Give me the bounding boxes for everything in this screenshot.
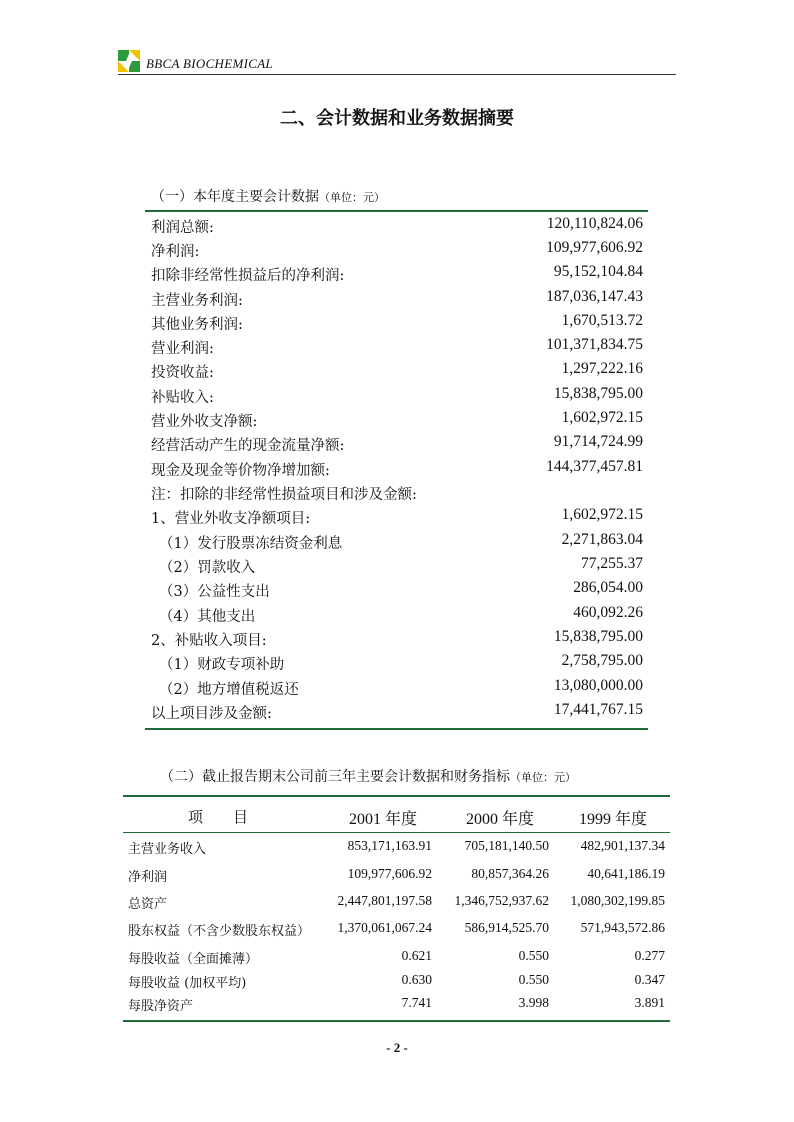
row-value: 1,602,972.15 bbox=[561, 409, 643, 426]
cell-2001: 7.741 bbox=[401, 995, 432, 1010]
cell-1999: 0.277 bbox=[634, 948, 665, 963]
section1-bottom-rule bbox=[145, 728, 648, 730]
row-label: 扣除非经常性损益后的净利润: bbox=[151, 268, 345, 284]
table-row bbox=[151, 408, 643, 432]
row-label: （1）财政专项补助 bbox=[159, 657, 285, 673]
section1-heading bbox=[151, 186, 385, 206]
row-label: 主营业务收入 bbox=[128, 842, 207, 857]
section1-title: （一）本年度主要会计数据 bbox=[151, 189, 319, 205]
row-label: 补贴收入: bbox=[151, 390, 214, 406]
col-header-2000: 2000 年度 bbox=[466, 811, 535, 828]
table-row bbox=[151, 603, 643, 627]
cell-2000: 0.550 bbox=[518, 948, 549, 963]
table-row-note bbox=[151, 481, 643, 505]
row-label: 股东权益（不含少数股东权益） bbox=[128, 924, 311, 939]
row-value: 144,377,457.81 bbox=[546, 458, 643, 475]
table-row bbox=[151, 335, 643, 359]
row-label: 营业外收支净额: bbox=[151, 414, 258, 430]
row-value: 101,371,834.75 bbox=[546, 336, 643, 353]
cell-1999: 3.891 bbox=[634, 995, 665, 1010]
page-title: 二、会计数据和业务数据摘要 bbox=[280, 108, 514, 129]
row-label: 总资产 bbox=[128, 897, 168, 912]
col-header-1999: 1999 年度 bbox=[579, 811, 648, 828]
table-row bbox=[151, 676, 643, 700]
row-label: 现金及现金等价物净增加额: bbox=[151, 463, 330, 479]
cell-2000: 0.550 bbox=[518, 972, 549, 987]
col-header-item: 项 目 bbox=[188, 808, 249, 826]
table-row bbox=[151, 505, 643, 529]
table-row bbox=[128, 946, 665, 972]
row-value: 286,054.00 bbox=[573, 579, 643, 596]
section2-header-rule bbox=[123, 832, 670, 833]
section1-unit: （单位：元） bbox=[319, 191, 385, 204]
table-row bbox=[151, 457, 643, 481]
cell-2000: 1,346,752,937.62 bbox=[454, 893, 549, 908]
cell-2001: 1,370,061,067.24 bbox=[337, 920, 432, 935]
table-row bbox=[151, 651, 643, 675]
section2-heading bbox=[160, 766, 576, 786]
table-row-total bbox=[151, 700, 643, 724]
row-value: 187,036,147.43 bbox=[546, 288, 643, 305]
table-row bbox=[151, 530, 643, 554]
table-row bbox=[128, 836, 665, 862]
row-label: 净利润: bbox=[151, 244, 200, 260]
table-row bbox=[151, 359, 643, 383]
row-label: 净利润 bbox=[128, 870, 168, 885]
table-row bbox=[151, 432, 643, 456]
row-label: 每股收益（全面摊薄） bbox=[128, 952, 259, 967]
row-label: 投资收益: bbox=[151, 365, 214, 381]
row-label: 1、营业外收支净额项目: bbox=[151, 511, 311, 527]
cell-2001: 0.621 bbox=[401, 948, 432, 963]
page-header bbox=[118, 50, 676, 75]
section1-top-rule bbox=[145, 210, 648, 212]
cell-2000: 586,914,525.70 bbox=[464, 920, 549, 935]
cell-1999: 571,943,572.86 bbox=[580, 920, 665, 935]
row-value: 460,092.26 bbox=[573, 604, 643, 621]
row-value: 15,838,795.00 bbox=[553, 385, 643, 402]
row-label: 其他业务利润: bbox=[151, 317, 243, 333]
section2-top-rule bbox=[123, 795, 670, 797]
table-row bbox=[128, 864, 665, 890]
section2-unit: （单位：元） bbox=[510, 771, 576, 784]
cell-2001: 853,171,163.91 bbox=[347, 838, 432, 853]
table-row bbox=[151, 287, 643, 311]
cell-1999: 0.347 bbox=[634, 972, 665, 987]
section2-title: （二）截止报告期末公司前三年主要会计数据和财务指标 bbox=[160, 769, 510, 785]
cell-2001: 109,977,606.92 bbox=[347, 866, 432, 881]
cell-2000: 705,181,140.50 bbox=[464, 838, 549, 853]
row-label: 每股收益 (加权平均) bbox=[128, 976, 247, 991]
cell-2000: 80,857,364.26 bbox=[471, 866, 549, 881]
row-value: 13,080,000.00 bbox=[553, 677, 643, 694]
row-label: 注：扣除的非经常性损益项目和涉及金额: bbox=[151, 487, 417, 503]
row-label: 经营活动产生的现金流量净额: bbox=[151, 438, 345, 454]
bbca-logo-icon bbox=[118, 50, 140, 72]
row-label: 主营业务利润: bbox=[151, 293, 243, 309]
row-label: （1）发行股票冻结资金利息 bbox=[159, 536, 343, 552]
row-label: 2、补贴收入项目: bbox=[151, 633, 267, 649]
table-row bbox=[151, 384, 643, 408]
row-label: （2）罚款收入 bbox=[159, 560, 256, 576]
row-value: 2,271,863.04 bbox=[561, 531, 643, 548]
table-row bbox=[128, 993, 665, 1019]
row-value: 1,670,513.72 bbox=[561, 312, 643, 329]
cell-1999: 482,901,137.34 bbox=[580, 838, 665, 853]
row-label: （2）地方增值税返还 bbox=[159, 682, 299, 698]
table-row bbox=[151, 214, 643, 238]
table-row bbox=[151, 262, 643, 286]
row-value: 15,838,795.00 bbox=[553, 628, 643, 645]
table-row bbox=[151, 238, 643, 262]
row-value: 109,977,606.92 bbox=[546, 239, 643, 256]
row-label: 每股净资产 bbox=[128, 999, 194, 1014]
row-value: 120,110,824.06 bbox=[546, 215, 643, 232]
brand-name: BBCA BIOCHEMICAL bbox=[146, 56, 273, 71]
row-value: 2,758,795.00 bbox=[561, 652, 643, 669]
table-row bbox=[151, 311, 643, 335]
table-row bbox=[151, 627, 643, 651]
row-label: 以上项目涉及金额: bbox=[151, 706, 272, 722]
row-value: 1,602,972.15 bbox=[561, 506, 643, 523]
row-label: （3）公益性支出 bbox=[159, 584, 270, 600]
row-value: 1,297,222.16 bbox=[561, 360, 643, 377]
cell-2000: 3.998 bbox=[518, 995, 549, 1010]
table-row bbox=[128, 918, 665, 944]
row-label: （4）其他支出 bbox=[159, 609, 256, 625]
table-row bbox=[151, 578, 643, 602]
row-value: 77,255.37 bbox=[581, 555, 643, 572]
page-number: - 2 - bbox=[386, 1040, 408, 1055]
col-header-2001: 2001 年度 bbox=[349, 811, 418, 828]
cell-1999: 40,641,186.19 bbox=[587, 866, 665, 881]
table-row bbox=[128, 891, 665, 917]
cell-1999: 1,080,302,199.85 bbox=[570, 893, 665, 908]
cell-2001: 0.630 bbox=[401, 972, 432, 987]
row-value: 95,152,104.84 bbox=[553, 263, 643, 280]
row-value: 91,714,724.99 bbox=[553, 433, 643, 450]
row-value: 17,441,767.15 bbox=[553, 701, 643, 718]
cell-2001: 2,447,801,197.58 bbox=[337, 893, 432, 908]
section2-bottom-rule bbox=[123, 1020, 670, 1022]
row-label: 营业利润: bbox=[151, 341, 214, 357]
row-label: 利润总额: bbox=[151, 220, 214, 236]
table-row bbox=[151, 554, 643, 578]
